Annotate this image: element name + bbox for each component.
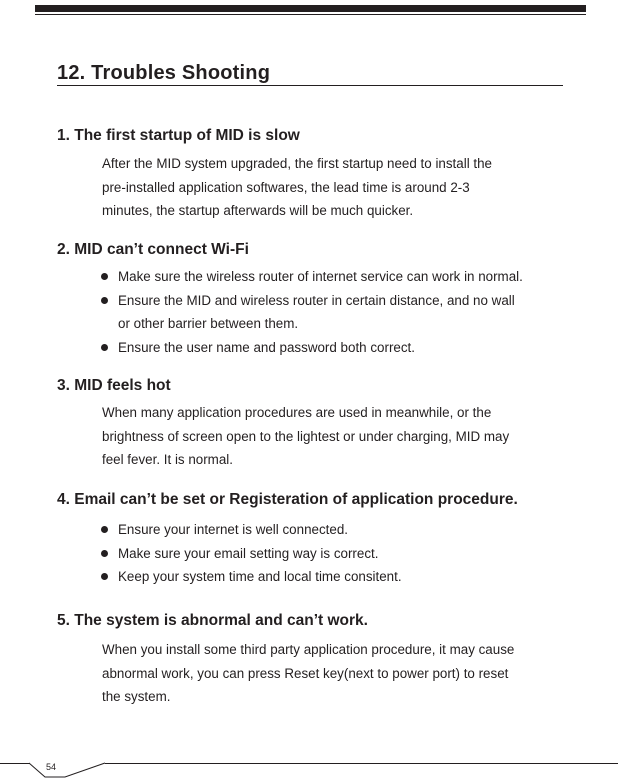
bullet-dot-icon — [101, 550, 108, 557]
section-3-line: brightness of screen open to the lightest or under charging, MID may — [102, 428, 510, 444]
section-5-line: abnormal work, you can press Reset key(next to power port) to reset — [102, 665, 509, 681]
bullet-item — [101, 289, 571, 336]
section-1-line: pre-installed application softwares, the lead time is around 2-3 — [102, 179, 470, 195]
bullet-item — [101, 565, 571, 589]
section-5-line: the system. — [102, 689, 171, 704]
section-4-bullet-list — [101, 518, 571, 589]
bullet-dot-icon — [101, 273, 108, 280]
bullet-text: Ensure the user name and password both correct. — [118, 339, 415, 355]
bullet-item — [101, 336, 571, 360]
header-rule-thin — [35, 14, 586, 15]
bullet-item — [101, 542, 571, 566]
section-2-heading: 2. MID can’t connect Wi-Fi — [57, 241, 249, 258]
chapter-title: 12. Troubles Shooting — [57, 62, 271, 84]
section-1-heading: 1. The first startup of MID is slow — [57, 127, 300, 144]
bullet-dot-icon — [101, 526, 108, 533]
section-1-line: After the MID system upgraded, the first startup need to install the — [102, 156, 493, 171]
footer-rule-right — [105, 763, 618, 764]
bullet-dot-icon — [101, 297, 108, 304]
bullet-item — [101, 265, 571, 289]
bullet-text-continued: or other barrier between them. — [118, 316, 299, 331]
bullet-text: Ensure the MID and wireless router in certain distance, and no wall — [118, 292, 515, 308]
section-2-bullet-list — [101, 265, 571, 359]
section-3-line: When many application procedures are used in meanwhile, or the — [102, 405, 492, 420]
header-rule-thick — [35, 5, 586, 12]
bullet-text: Make sure the wireless router of internet service can work in normal. — [118, 269, 523, 284]
section-5-line: When you install some third party application procedure, it may cause — [102, 642, 515, 657]
section-1-body — [102, 152, 572, 223]
section-5-body — [102, 638, 572, 709]
section-3-line: feel fever. It is normal. — [102, 452, 233, 467]
bullet-text: Keep your system time and local time consitent. — [118, 569, 402, 584]
bullet-text: Ensure your internet is well connected. — [118, 522, 348, 537]
chapter-title-underline — [57, 85, 563, 86]
section-4-heading: 4. Email can’t be set or Registeration of application procedure. — [57, 491, 518, 508]
bullet-dot-icon — [101, 344, 108, 351]
section-3-body — [102, 401, 572, 472]
page-number: 54 — [46, 762, 57, 772]
section-5-heading: 5. The system is abnormal and can’t work. — [57, 612, 368, 629]
page-number-tab — [25, 762, 110, 778]
section-1-line: minutes, the startup afterwards will be much quicker. — [102, 203, 414, 218]
section-3-heading: 3. MID feels hot — [57, 377, 171, 394]
bullet-item — [101, 518, 571, 542]
bullet-text: Make sure your email setting way is correct. — [118, 545, 379, 561]
bullet-dot-icon — [101, 573, 108, 580]
